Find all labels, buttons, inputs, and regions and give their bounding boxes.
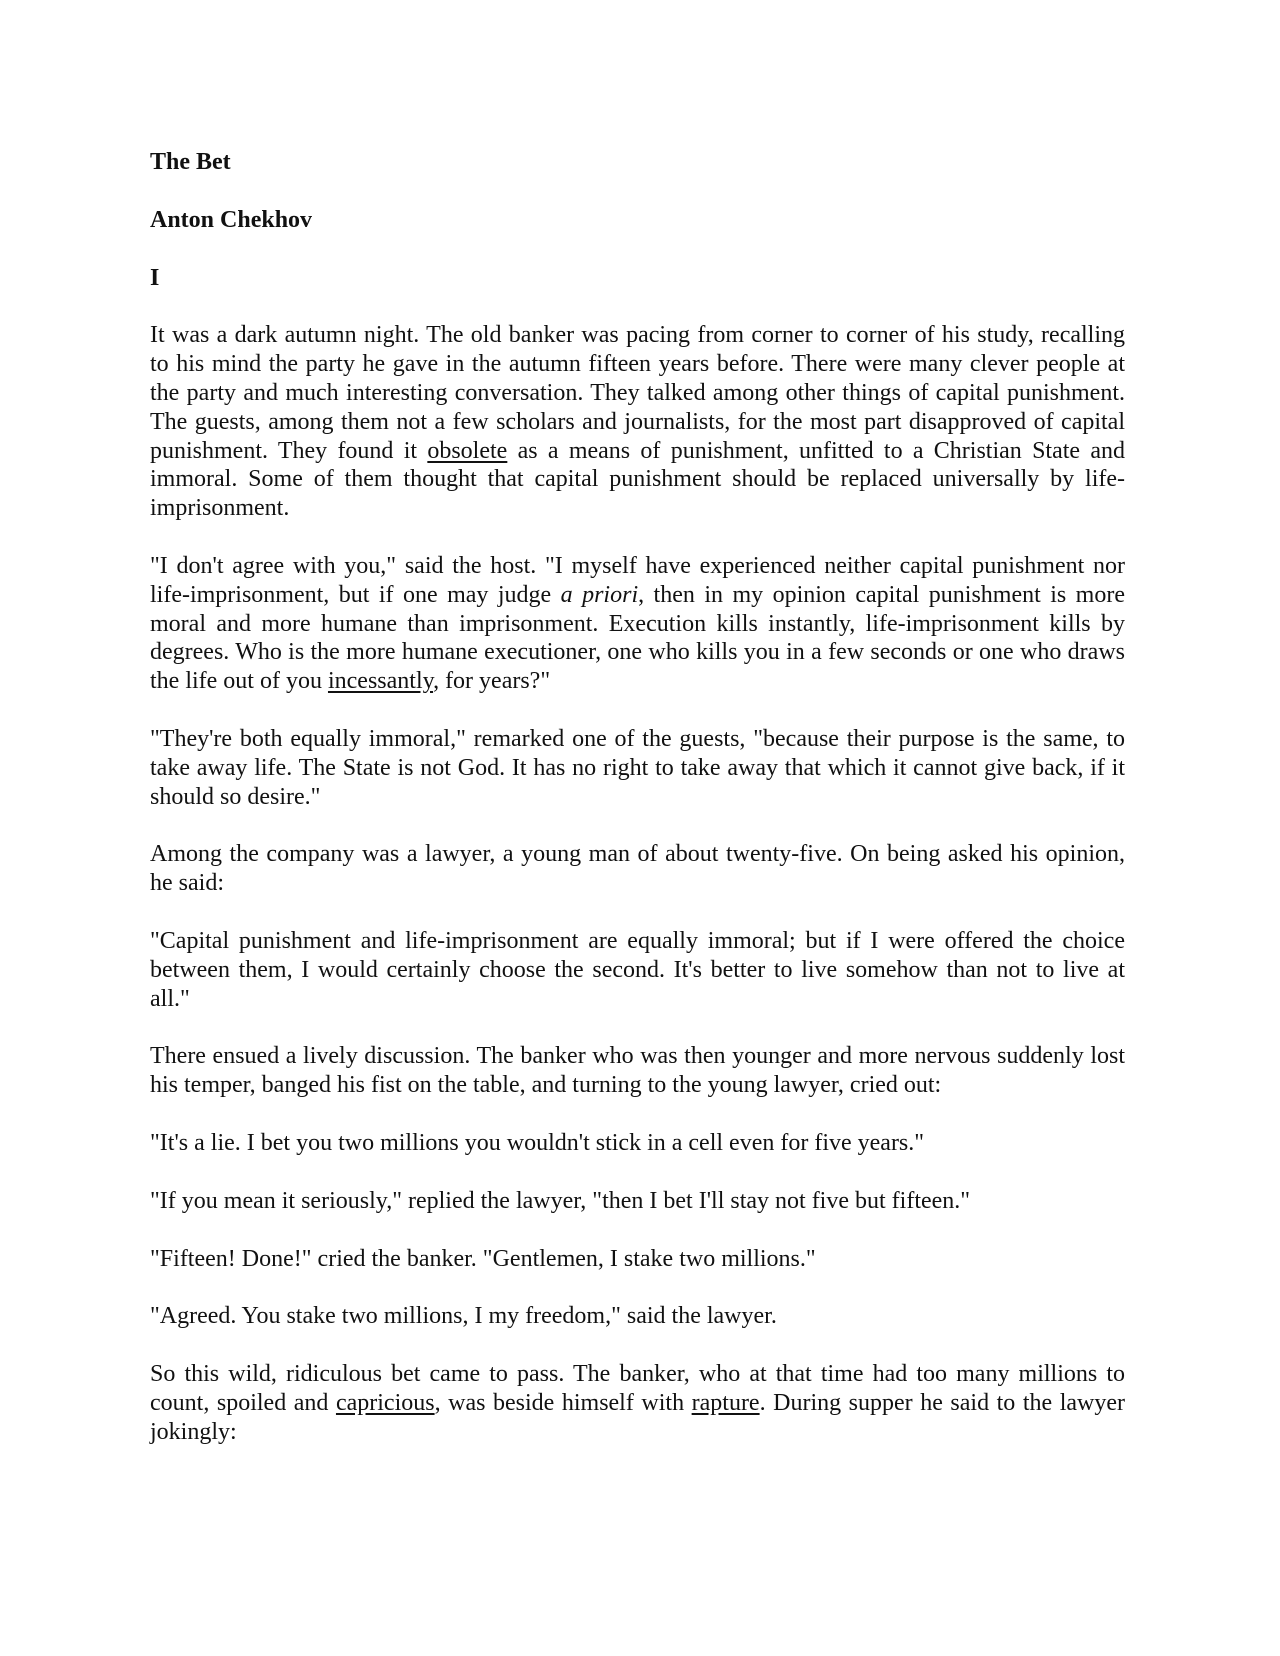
text-run: , was beside himself with [434,1389,692,1416]
text-run: "I don't agree with you," said the host. "I myself have experienced neither capital punishment nor life-imprisonment, but if one may judge [150,552,1125,608]
text-run: Among the company was a lawyer, a young man of about twenty-five. On being asked his opinion, he said: [150,841,1125,897]
section-heading: I [150,264,160,291]
italic-term: a priori [560,581,639,608]
document-title: The Bet [150,149,231,175]
text-run: "It's a lie. I bet you two millions you wouldn't stick in a cell even for five years." [150,1129,925,1156]
text-run: "They're both equally immoral," remarked one of the guests, "because their purpose is the same, to take away life. The State is not God. It has no right to take away that which it cannot give back, if it should so desire." [150,725,1125,810]
paragraph [150,725,1125,811]
text-run: "Fifteen! Done!" cried the banker. "Gentlemen, I stake two millions." [150,1245,816,1272]
underlined-term: capricious [335,1389,435,1416]
underlined-term: rapture [691,1389,760,1416]
underlined-term: incessantly [327,668,434,695]
paragraph [150,927,1125,1013]
text-run: , for years?" [433,668,551,695]
text-run: "If you mean it seriously," replied the lawyer, "then I bet I'll stay not five but fifteen." [150,1187,971,1214]
text-run: . During supper he said to the lawyer jokingly: [150,1389,1126,1445]
body-text [150,321,1125,1446]
paragraph [150,321,1125,523]
paragraph [150,1187,1125,1216]
text-run: So this wild, ridiculous bet came to pass. The banker, who at that time had too many millions to count, spoiled and [150,1361,1125,1416]
document-author: Anton Chekhov [150,206,313,233]
underlined-term: obsolete [427,437,508,464]
text-run: "Agreed. You stake two millions, I my freedom," said the lawyer. [150,1303,777,1330]
paragraph [150,1129,1125,1158]
paragraph [150,1042,1125,1100]
text-run: , then in my opinion capital punishment is more moral and more humane than imprisonment. Execution kills instantly, life-imprisonment kills by degrees. Who is the more humane executioner, one who kills you in a few seconds or one who draws the life out of you [150,581,1125,695]
text-run: It was a dark autumn night. The old banker was pacing from corner to corner of his study, recalling to his mind the party he gave in the autumn fifteen years before. There were many clever people at the party and much interesting conversation. They talked among other things of capital punishment. The guests, among them not a few scholars and journalists, for the most part disapproved of capital punishment. They found it [150,322,1125,464]
paragraph [150,840,1125,898]
paragraph [150,1360,1125,1446]
paragraph [150,1245,1125,1274]
paragraph [150,552,1125,696]
text-run: There ensued a lively discussion. The banker who was then younger and more nervous suddenly lost his temper, banged his fist on the table, and turning to the young lawyer, cried out: [150,1043,1125,1099]
text-run: "Capital punishment and life-imprisonment are equally immoral; but if I were offered the choice between them, I would certainly choose the second. It's better to live somehow than not to live at all." [150,927,1125,1012]
paragraph [150,1302,1125,1331]
document-page [150,148,1125,1476]
text-run: as a means of punishment, unfitted to a Christian State and immoral. Some of them thought that capital punishment should be replaced universally by life-imprisonment. [150,437,1125,522]
